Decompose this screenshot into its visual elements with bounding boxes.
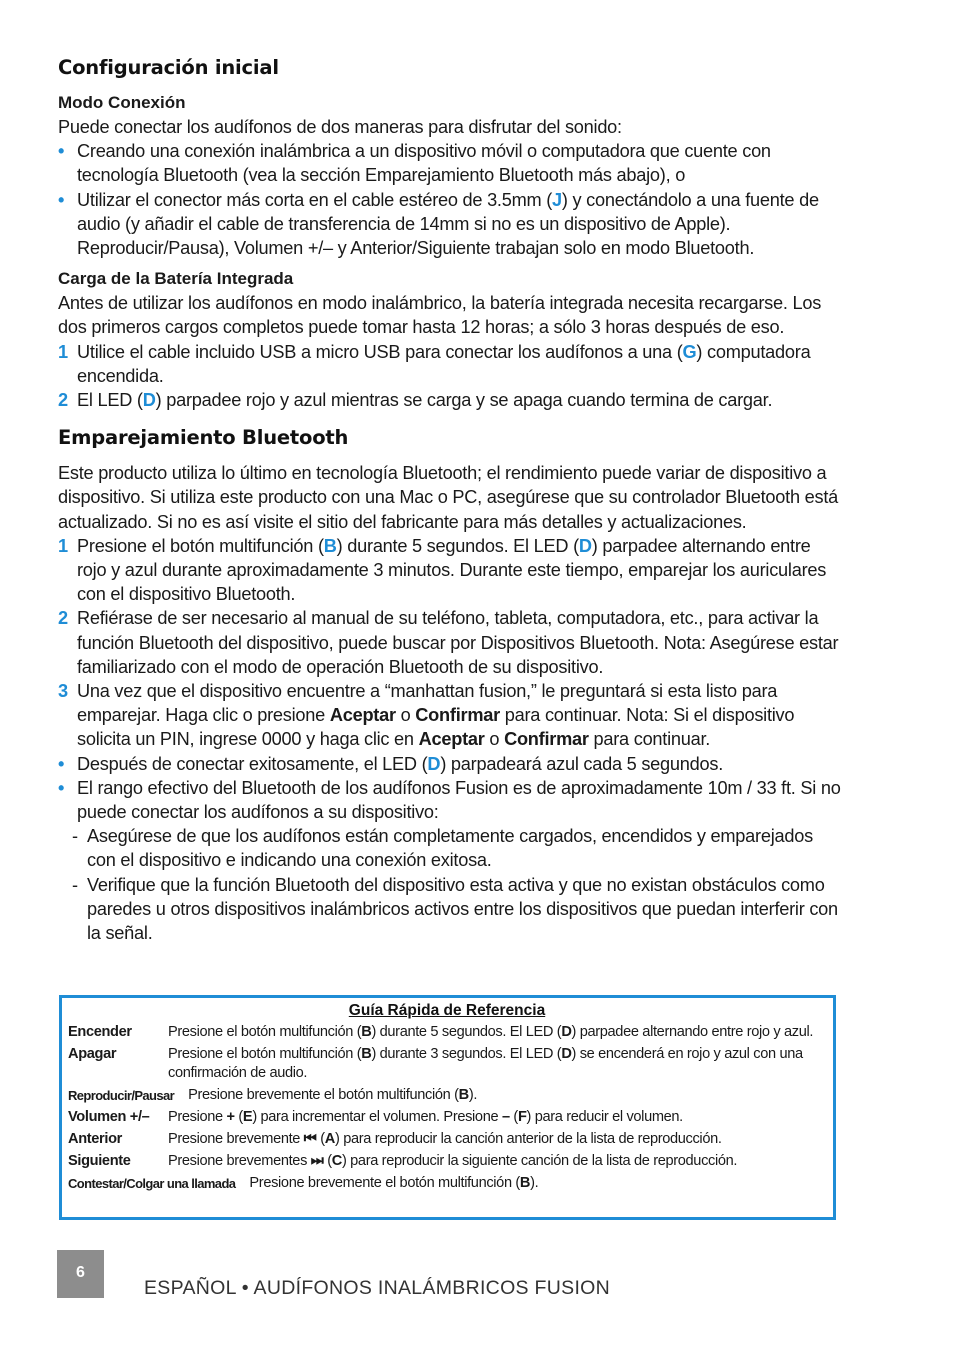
quick-reference-box <box>59 995 836 1220</box>
section-title-pairing: Emparejamiento Bluetooth <box>58 426 349 450</box>
list-item <box>58 388 843 412</box>
row-description: Presione + (E) para incrementar el volumen. Presione – (F) para reducir el volumen. <box>168 1109 683 1125</box>
mode-bullet-2-post: ) y conectándolo a una fuente de audio (y añadir el cable de transferencia de 14mm si no es un dispositivo de Apple). Reproducir/Pausa), Volumen +/– y Anterior/Siguiente trabajan solo en modo Bluetooth. <box>77 189 819 259</box>
list-item <box>58 873 843 946</box>
bullet-icon: • <box>58 753 65 774</box>
pairing-step-1-c: ) parpadee alternando entre rojo y azul durante aproximadamente 3 minutos. Durante este tiempo, emparejar los auriculares con el dispositivo Bluetooth. <box>77 535 827 605</box>
bullet-icon: • <box>58 141 65 162</box>
step-number: 1 <box>58 535 68 556</box>
battery-step-2-pre: El LED ( <box>77 390 143 411</box>
list-item <box>58 534 843 607</box>
next-track-icon: ⏭ <box>310 1153 324 1169</box>
row-label: Siguiente <box>68 1153 131 1169</box>
page-number: 6 <box>57 1250 104 1298</box>
list-item <box>58 606 843 679</box>
conjunction: o <box>484 729 505 750</box>
troubleshoot-1: Asegúrese de que los audífonos están completamente cargados, encendidos y emparejados con el dispositivo e indicando una conexión exitosa. <box>87 826 813 871</box>
row-label: Anterior <box>68 1131 122 1147</box>
mode-bullet-2-pre: Utilizar el conector más corta en el cable estéreo de 3.5mm ( <box>77 189 553 210</box>
list-item <box>58 752 843 776</box>
step-number: 2 <box>58 608 68 629</box>
list-item <box>58 188 843 261</box>
ref-letter: J <box>552 189 562 210</box>
pairing-step-3-c: para continuar. <box>588 729 711 750</box>
page-content <box>58 56 843 945</box>
pairing-step-2: Refiérase de ser necesario al manual de su teléfono, tableta, computadora, etc., para activar la función Bluetooth del dispositivo, puede buscar por Dispositivos Bluetooth. Nota: Asegúrese estar familiarizado con el modo de operación Bluetooth de su dispositivo. <box>77 608 839 677</box>
pairing-bullet-1-post: ) parpadeará azul cada 5 segundos. <box>440 753 724 774</box>
pairing-bullet-2: El rango efectivo del Bluetooth de los audífonos Fusion es de aproximadamente 10m / 33 ft. Si no puede conectar los audífonos a su dispositivo: <box>77 777 841 823</box>
bullet-icon: • <box>58 189 65 210</box>
keyword: Confirmar <box>415 705 500 726</box>
bullet-icon: • <box>58 777 65 798</box>
keyword: Aceptar <box>329 705 396 726</box>
step-number: 1 <box>58 341 68 362</box>
row-label: Apagar <box>68 1046 117 1062</box>
row-description: Presione brevemente ⏮ (A) para reproducir la canción anterior de la lista de reproducción. <box>168 1131 722 1147</box>
mode-bullet-1: Creando una conexión inalámbrica a un dispositivo móvil o computadora que cuente con tecnología Bluetooth (vea la sección Emparejamiento Bluetooth más abajo), o <box>77 141 771 186</box>
quick-reference-title: Guía Rápida de Referencia <box>348 1002 546 1019</box>
row-description: Presione brevemente el botón multifunción (B). <box>188 1087 478 1103</box>
footer-title: ESPAÑOL • AUDÍFONOS INALÁMBRICOS FUSION <box>144 1277 611 1299</box>
pairing-intro: Este producto utiliza lo último en tecnología Bluetooth; el rendimiento puede variar de dispositivo a dispositivo. Si utiliza este producto con una Mac o PC, asegúrese que su controlador Bluetooth está actualizado. Si no es así visite el sitio del fabricante para más detalles y actualizaciones. <box>58 463 839 532</box>
pairing-step-3-a: Una vez que el dispositivo encuentre a “manhattan fusion,” le preguntará si esta listo para emparejar. Haga clic o presione <box>77 681 778 726</box>
battery-step-1-pre: Utilice el cable incluido USB a micro USB para conectar los audífonos a una ( <box>77 341 683 362</box>
table-row <box>68 1174 826 1193</box>
troubleshoot-2: Verifique que la función Bluetooth del dispositivo esta activa y que no existan obstáculos como paredes u otros dispositivos inalámbricos activos entre los dispositivos que puedan interferir con la señal. <box>87 874 838 944</box>
mode-intro: Puede conectar los audífonos de dos maneras para disfrutar del sonido: <box>58 117 622 137</box>
row-label: Volumen +/– <box>68 1109 150 1125</box>
ref-letter: B <box>323 535 337 556</box>
section-title-setup: Configuración inicial <box>58 56 279 79</box>
row-label: Encender <box>68 1024 132 1040</box>
table-row <box>68 1130 826 1149</box>
pairing-step-3-b: para continuar. Nota: Si el dispositivo solicita un PIN, ingrese 0000 y haga clic en <box>77 705 795 750</box>
row-description: Presione brevementes ⏭ (C) para reproducir la siguiente canción de la lista de reproducción. <box>168 1153 738 1169</box>
row-label: Reproducir/Pausar <box>68 1088 175 1103</box>
list-item <box>58 340 843 388</box>
list-item <box>58 139 843 187</box>
pairing-step-1-a: Presione el botón multifunción ( <box>77 535 324 556</box>
ref-letter: D <box>578 535 592 556</box>
step-number: 3 <box>58 681 68 702</box>
dash-icon: - <box>72 874 78 895</box>
list-item <box>58 824 843 872</box>
pairing-bullet-1-pre: Después de conectar exitosamente, el LED ( <box>77 753 428 774</box>
row-description: Presione brevemente el botón multifunción (B). <box>249 1175 539 1191</box>
ref-letter: G <box>682 341 697 362</box>
dash-icon: - <box>72 826 78 847</box>
table-row <box>68 1023 826 1042</box>
step-number: 2 <box>58 390 68 411</box>
mode-heading: Modo Conexión <box>58 93 186 112</box>
battery-step-2-post: ) parpadee rojo y azul mientras se carga y se apaga cuando termina de cargar. <box>155 390 773 411</box>
keyword: Confirmar <box>504 729 589 750</box>
previous-track-icon: ⏮ <box>303 1131 317 1147</box>
battery-intro: Antes de utilizar los audífonos en modo inalámbrico, la batería integrada necesita recargarse. Los dos primeros cargos completos puede tomar hasta 12 horas; a sólo 3 horas después de eso. <box>58 293 822 338</box>
ref-letter: D <box>427 753 441 774</box>
list-item <box>58 679 843 752</box>
row-label: Contestar/Colgar una llamada <box>68 1176 236 1191</box>
row-description: Presione el botón multifunción (B) durante 3 segundos. El LED (D) se encenderá en rojo y azul con una confirmación de audio. <box>168 1046 803 1081</box>
battery-step-1-post: ) computadora encendida. <box>77 341 811 386</box>
table-row <box>68 1152 826 1171</box>
list-item <box>58 776 843 824</box>
table-row <box>68 1086 826 1105</box>
row-description: Presione el botón multifunción (B) durante 5 segundos. El LED (D) parpadee alternando entre rojo y azul. <box>168 1024 814 1040</box>
keyword: Aceptar <box>418 729 485 750</box>
pairing-step-1-b: ) durante 5 segundos. El LED ( <box>336 535 579 556</box>
table-row <box>68 1108 826 1127</box>
conjunction: o <box>395 705 416 726</box>
battery-heading: Carga de la Batería Integrada <box>58 269 294 289</box>
table-row <box>68 1045 826 1083</box>
ref-letter: D <box>142 390 156 411</box>
